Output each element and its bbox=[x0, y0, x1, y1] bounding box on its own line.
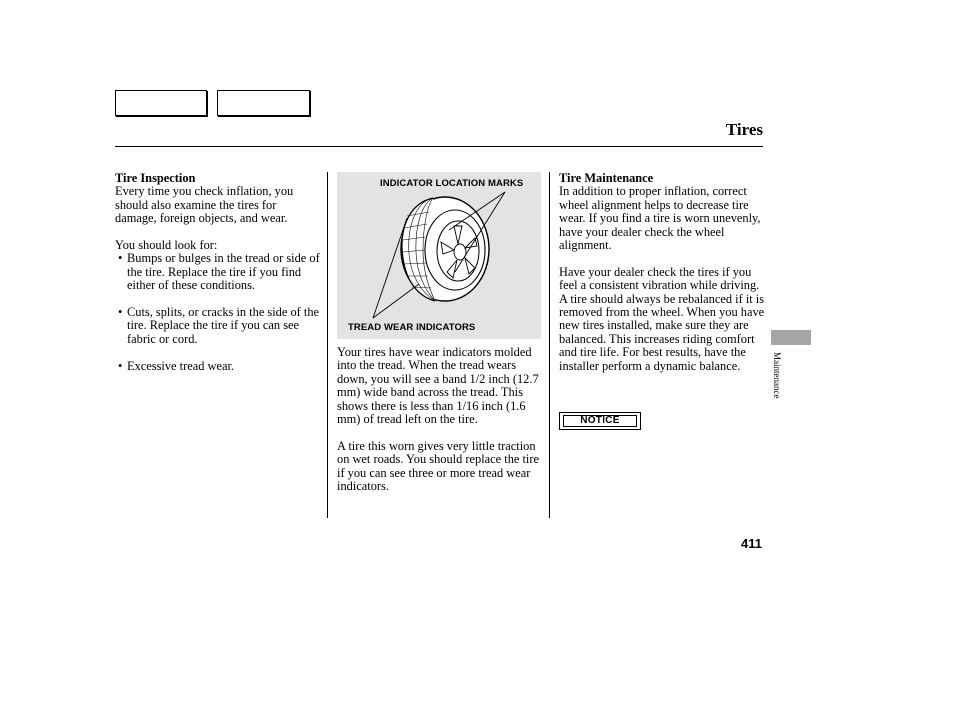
figure-label-tread-wear-indicators: TREAD WEAR INDICATORS bbox=[348, 322, 476, 333]
tire-illustration bbox=[337, 172, 541, 339]
section-heading-tire-maintenance: Tire Maintenance bbox=[559, 171, 654, 185]
look-for-text: You should look for: bbox=[115, 238, 218, 253]
column-divider bbox=[549, 172, 550, 518]
wear-indicators-paragraph: Your tires have wear indicators molded into the tread. When the tread wears down, you will see a band 1/2 inch (12.7 mm) wide band across the tread. This shows there is less than 1/16 inch (1.6 mm) of tread left on the tire. bbox=[337, 345, 539, 427]
section-heading-tire-inspection: Tire Inspection bbox=[115, 171, 196, 185]
inspection-intro: Every time you check inflation, you should also examine the tires for damage, foreign objects, and wear. bbox=[115, 184, 294, 226]
bullet-item: • Bumps or bulges in the tread or side of the tire. Replace the tire if you find either of these conditions. bbox=[115, 252, 321, 292]
alignment-paragraph: In addition to proper inflation, correct wheel alignment helps to decrease tire wear. If you find a tire is worn unevenly, have your dealer check the wheel alignment. bbox=[559, 184, 761, 253]
section-tab-maintenance[interactable] bbox=[771, 330, 811, 345]
bullet-item: • Cuts, splits, or cracks in the side of the tire. Replace the tire if you can see fabric or cord. bbox=[115, 306, 321, 346]
title-rule bbox=[115, 146, 763, 147]
notice-label: NOTICE bbox=[563, 415, 637, 427]
bullet-item: • Excessive tread wear. bbox=[115, 360, 321, 373]
notice-box bbox=[559, 412, 641, 430]
column-divider bbox=[327, 172, 328, 518]
section-tab-label: Maintenance bbox=[772, 352, 782, 399]
nav-button-next-section[interactable] bbox=[217, 90, 310, 116]
balance-paragraph: Have your dealer check the tires if you feel a consistent vibration while driving. A tire should always be rebalanced if it is removed from the wheel. When you have new tires installed, make sure they are balanced. This increases riding comfort and tire life. For best results, have the installer perform a dynamic balance. bbox=[559, 264, 765, 373]
page-title: Tires bbox=[725, 120, 763, 139]
figure-label-indicator-location-marks: INDICATOR LOCATION MARKS bbox=[380, 178, 524, 189]
column-tire-maintenance bbox=[559, 172, 765, 373]
worn-tire-paragraph: A tire this worn gives very little traction on wet roads. You should replace the tire if you can see three or more tread wear indicators. bbox=[337, 438, 539, 494]
column-wear-indicators bbox=[337, 346, 543, 493]
nav-button-previous-section[interactable] bbox=[115, 90, 207, 116]
column-tire-inspection bbox=[115, 172, 321, 373]
tire-wear-indicator-illustration bbox=[337, 172, 541, 339]
page-number: 411 bbox=[741, 536, 762, 551]
